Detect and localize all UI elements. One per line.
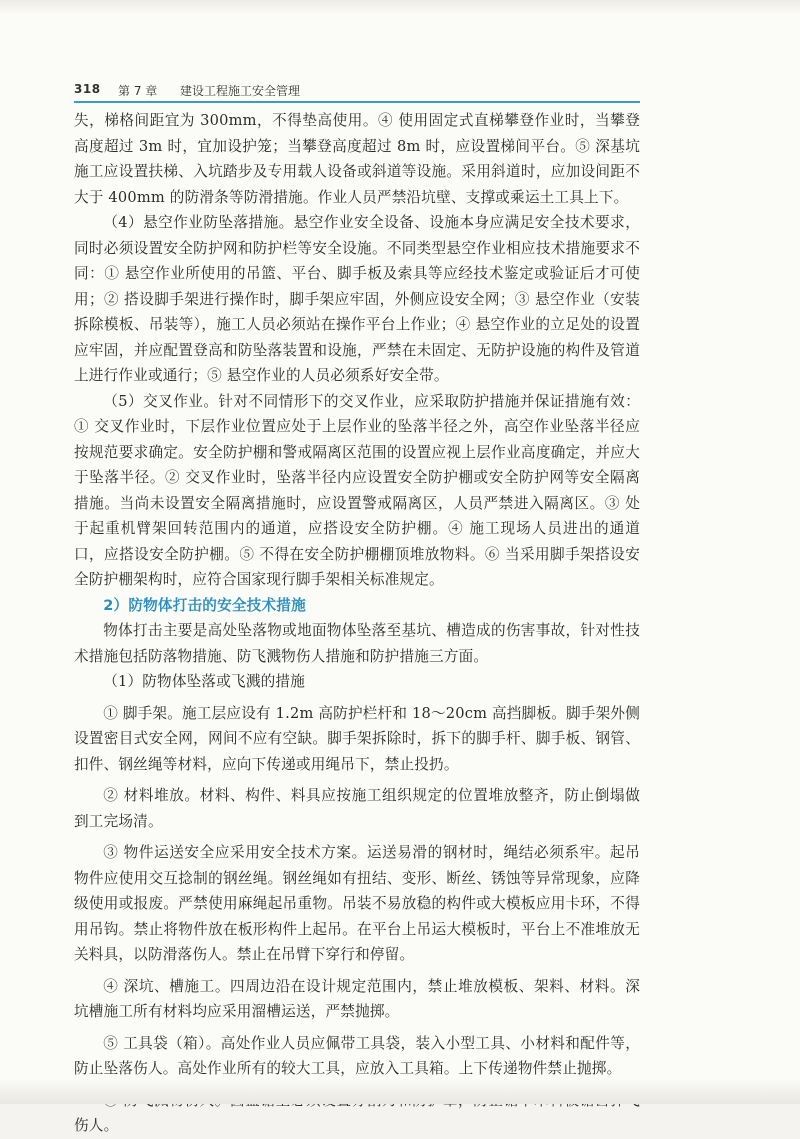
body-text xyxy=(74,108,640,1139)
paragraph-suspended-work: （4）悬空作业防坠落措施。悬空作业安全设备、设施本身应满足安全技术要求，同时必须设置安全防护网和防护栏等安全设施。不同类型悬空作业相应技术措施要求不同：① 悬空作业所使用的吊篮、平台、脚手板及索具等应经技术鉴定或验证后才可使用；② 搭设脚手架进行操作时，脚手架应牢固，外侧应设安全网；③ 悬空作业（安装拆除模板、吊装等），施工人员必须站在操作平台上作业；④ 悬空作业的立足处的设置应牢固，并应配置登高和防坠落装置和设施，严禁在未固定、无防护设施的构件及管道上进行作业或通行；⑤ 悬空作业的人员必须系好安全带。 xyxy=(74,214,640,384)
paragraph-cross-work: （5）交叉作业。针对不同情形下的交叉作业，应采取防护措施并保证措施有效：① 交叉作业时，下层作业位置应处于上层作业的坠落半径之外，高空作业坠落半径应按规范要求确定。安全防护棚和警戒隔离区范围的设置应视上层作业高度确定，并应大于坠落半径。② 交叉作业时，坠落半径内应设置安全防护棚或安全防护网等安全隔离措施。当尚未设置安全隔离措施时，应设置警戒隔离区，人员严禁进入隔离区。③ 处于起重机臂架回转范围内的通道，应搭设安全防护棚。④ 施工现场人员进出的通道口，应搭设安全防护棚。⑤ 不得在安全防护棚棚顶堆放物料。⑥ 当采用脚手架搭设安全防护棚架构时，应符合国家现行脚手架相关标准规定。 xyxy=(74,392,640,588)
paragraph-intro: 物体打击主要是高处坠落物或地面物体坠落至基坑、槽造成的伤害事故，针对性技术措施包括防落物措施、防飞溅物伤人措施和防护措施三方面。 xyxy=(74,622,640,665)
header-rule xyxy=(74,101,640,103)
chapter-title: 建设工程施工安全管理 xyxy=(180,84,301,98)
paragraph-deep-pit: ④ 深坑、槽施工。四周边沿在设计规定范围内，禁止堆放模板、架料、材料。深坑槽施工所有材料均应采用溜槽运送，严禁抛掷。 xyxy=(74,977,640,1020)
paragraph-splash: 伤人。 xyxy=(74,1117,119,1134)
subsection-heading: （1）防物体坠落或飞溅的措施 xyxy=(103,673,305,690)
chapter-number: 第 7 章 xyxy=(118,84,158,98)
paragraph-tool-bag: ⑤ 工具袋（箱）。高处作业人员应佩带工具袋，装入小型工具、小材料和配件等，防止坠落伤人。高处作业所有的较大工具，应放入工具箱。上下传递物件禁止抛掷。 xyxy=(74,1034,640,1077)
paragraph-continued: 失，梯格间距宜为 300mm，不得垫高使用。④ 使用固定式直梯攀登作业时，当攀登高度超过 3m 时，宜加设护笼；当攀登高度超过 8m 时，应设置梯间平台。⑤ 深基坑施工应设置扶梯、入坑踏步及专用载人设备或斜道等设施。采用斜道时，应加设间距不大于 400mm 的防滑条等防滑措施。作业人员严禁沿坑壁、支撑或乘运土工具上下。 xyxy=(74,112,640,206)
section-heading: 2）防物体打击的安全技术措施 xyxy=(103,596,306,614)
paragraph-scaffold: ① 脚手架。施工层应设有 1.2m 高防护栏杆和 18～20cm 高挡脚板。脚手架外侧设置密目式安全网，网间不应有空缺。脚手架拆除时，拆下的脚手杆、脚手板、钢管、扣件、钢丝绳等材料，应向下传递或用绳吊下，禁止投扔。 xyxy=(74,704,640,773)
scan-edge-bottom xyxy=(0,1078,800,1104)
paragraph-material-stacking: ② 材料堆放。材料、构件、料具应按施工组织规定的位置堆放整齐，防止倒塌做到工完场清。 xyxy=(74,787,640,830)
page-number: 318 xyxy=(74,82,101,96)
scan-edge-top xyxy=(0,0,800,14)
paragraph-transport: ③ 物件运送安全应采用安全技术方案。运送易滑的钢材时，绳结必须系牢。起吊物件应使用交互捻制的钢丝绳。钢丝绳如有扭结、变形、断丝、锈蚀等异常现象，应降级使用或报废。严禁使用麻绳起吊重物。吊装不易放稳的构件或大模板应用卡环，不得用吊钩。禁止将物件放在板形构件上起吊。在平台上吊运大模板时，平台上不准堆放无关料具，以防滑落伤人。禁止在吊臂下穿行和停留。 xyxy=(74,844,640,963)
